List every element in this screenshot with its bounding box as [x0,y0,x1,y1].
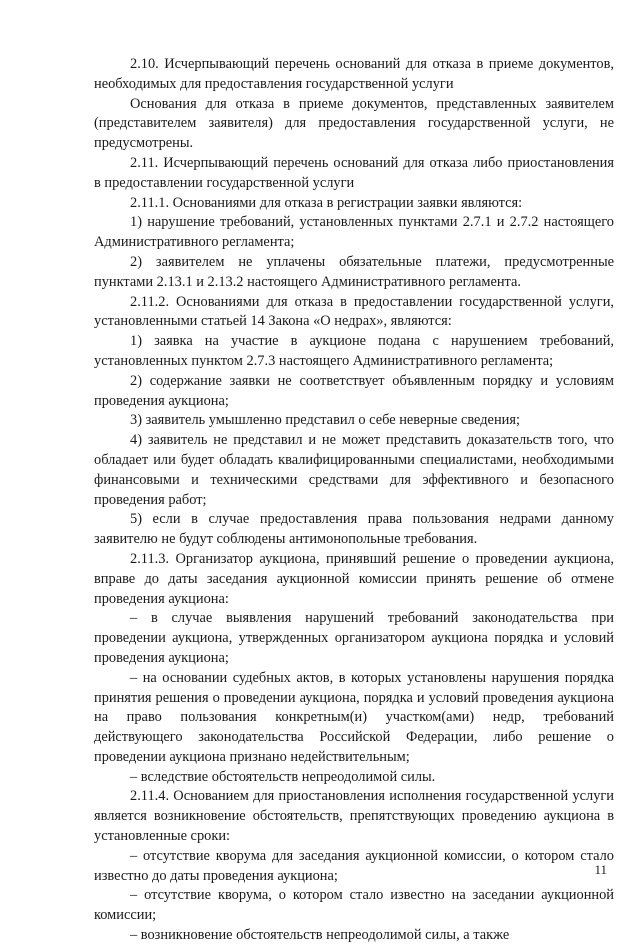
list-item: – на основании судебных актов, в которых установлены нарушения порядка принятия решения о проведении аукциона, порядка и условий проведения аукциона на право пользования конкретным(и) участком(ами) недр, требований действующего законодательства Российской Федерации, либо решение о проведении аукциона признано недействительным; [94,669,614,765]
list-item: 5) если в случае предоставления права пользования недрами данному заявителю не будут соблюдены антимонопольные требования. [94,511,614,548]
paragraph: 2.11.1. Основаниями для отказа в регистрации заявки являются: [130,194,523,211]
list-item: 2) содержание заявки не соответствует объявленным порядку и условиям проведения аукциона; [94,372,614,409]
list-item: 1) нарушение требований, установленных пунктами 2.7.1 и 2.7.2 настоящего Административного регламента; [94,214,614,251]
paragraph: 2.11.3. Организатор аукциона, принявший решение о проведении аукциона, вправе до даты заседания аукционной комиссии принять решение об отмене проведения аукциона: [94,550,614,607]
section-2-11-heading: 2.11. Исчерпывающий перечень оснований для отказа либо приостановления в предоставлении государственной услуги [94,154,614,191]
list-item: – возникновение обстоятельств непреодолимой силы, а также [130,927,510,944]
list-item: – вследствие обстоятельств непреодолимой силы. [130,768,436,785]
list-item: – отсутствие кворума, о котором стало известно на заседании аукционной комиссии; [94,887,614,924]
paragraph: 2.11.2. Основаниями для отказа в предоставлении государственной услуги, установленными статьей 14 Закона «О недрах», являются: [94,293,614,330]
section-2-10-heading: 2.10. Исчерпывающий перечень оснований для отказа в приеме документов, необходимых для предоставления государственной услуги [94,56,614,92]
list-item: 3) заявитель умышленно представил о себе неверные сведения; [130,412,520,429]
page-number: 11 [594,862,607,877]
paragraph: Основания для отказа в приеме документов, представленных заявителем (представителем заявителя) для предоставления государственной услуги, не предусмотрены. [94,95,614,152]
paragraph: 2.11.4. Основанием для приостановления исполнения государственной услуги является возникновение обстоятельств, препятствующих проведению аукциона в установленные сроки: [94,788,614,845]
list-item: – отсутствие кворума для заседания аукционной комиссии, о котором стало известно до даты проведения аукциона; [94,847,614,884]
list-item: 2) заявителем не уплачены обязательные платежи, предусмотренные пунктами 2.13.1 и 2.13.2 настоящего Административного регламента. [94,253,614,290]
list-item: 4) заявитель не представил и не может представить доказательств того, что обладает или будет обладать квалифицированными специалистами, необходимыми финансовыми и техническими средствами для эффективного и безопасного проведения работ; [94,432,614,508]
list-item: – в случае выявления нарушений требований законодательства при проведении аукциона, утвержденных организатором аукциона порядка и условий проведения аукциона; [94,610,614,666]
list-item: 1) заявка на участие в аукционе подана с нарушением требований, установленных пунктом 2.7.3 настоящего Административного регламента; [94,333,614,369]
